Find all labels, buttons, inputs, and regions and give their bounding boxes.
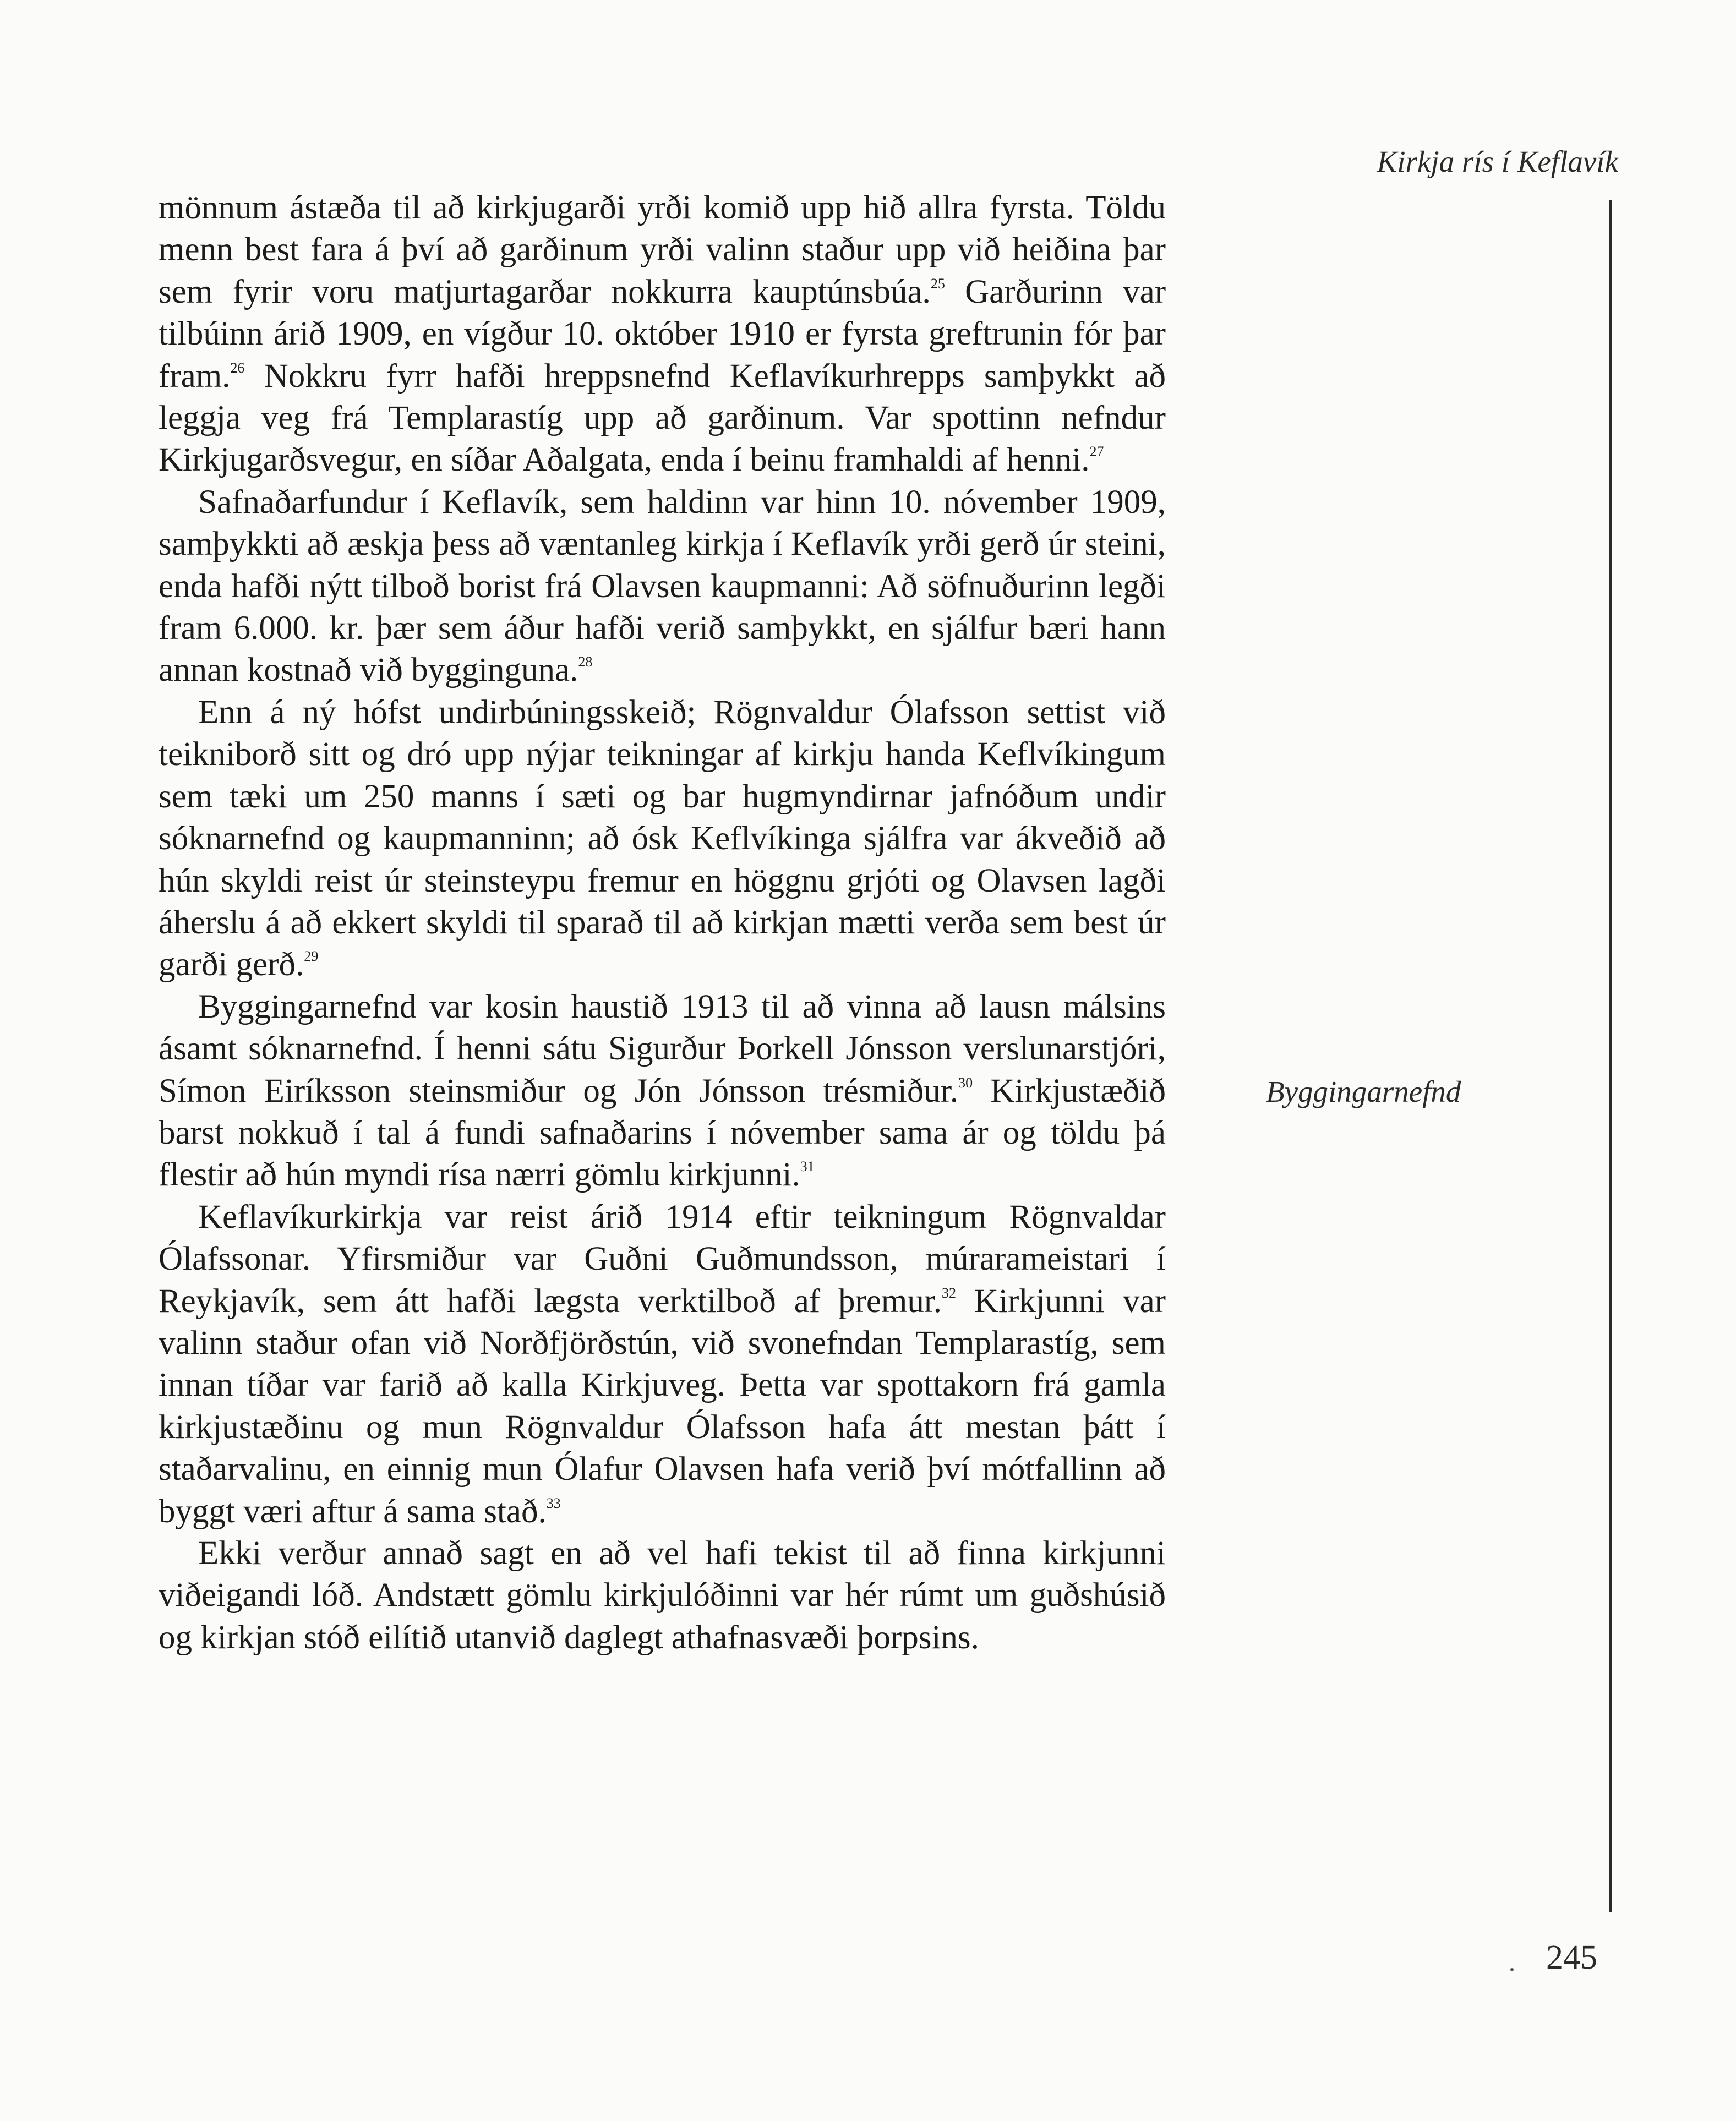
- footnote-marker: 29: [304, 948, 319, 965]
- paragraph-text: Enn á ný hófst undirbúningsskeið; Rögnvaldur Ólafsson settist við teikniborð sitt og dró upp nýjar teikningar af kirkju handa Keflvíkingum sem tæki um 250 manns í sæti og bar hugmyndirnar jafnóðum undir sóknarnefnd og kaupmanninn; að ósk Keflvíkinga sjálfra var ákveðið að hún skyldi reist úr steinsteypu fremur en höggnu grjóti og Olavsen lagði áherslu á að ekkert skyldi til sparað til að kirkjan mætti verða sem best úr garði gerð.: [159, 693, 1166, 983]
- paragraph-text: mönnum ástæða til að kirkjugarði yrði komið upp hið allra fyrsta. Töldu menn best fara á því að garðinum yrði valinn staður upp við heiðina þar sem fyrir voru matjurtagarðar nokkurra kauptúnsbúa.: [159, 189, 1166, 310]
- paragraph-text: Safnaðarfundur í Keflavík, sem haldinn var hinn 10. nóvember 1909, samþykkti að æskja þess að væntanleg kirkja í Keflavík yrði gerð úr steini, enda hafði nýtt tilboð borist frá Olavsen kaupmanni: Að söfnuðurinn legði fram 6.000. kr. þær sem áður hafði verið samþykkt, en sjálfur bæri hann annan kostnað við bygginguna.: [159, 483, 1166, 689]
- paragraph: [159, 187, 1166, 482]
- footnote-marker: 31: [800, 1158, 815, 1175]
- paragraph-text: Kirkjunni var valinn staður ofan við Norðfjörðstún, við svonefndan Templarastíg, sem innan tíðar var farið að kalla Kirkjuveg. Þetta var spottakorn frá gamla kirkjustæðinu og mun Rögnvaldur Ólafsson hafa átt mestan þátt í staðarvalinu, en einnig mun Ólafur Olavsen hafa verið því mótfallinn að byggt væri aftur á sama stað.: [159, 1282, 1166, 1530]
- footnote-marker: 33: [546, 1495, 561, 1511]
- footnote-marker: 28: [578, 654, 593, 670]
- paragraph-text: Kirkjustæðið barst nokkuð í tal á fundi safnaðarins í nóvember sama ár og töldu þá flestir að hún myndi rísa nærri gömlu kirkjunni.: [159, 1072, 1166, 1194]
- body-text: [159, 187, 1166, 1659]
- paragraph-text: Nokkru fyrr hafði hreppsnefnd Keflavíkurhrepps samþykkt að leggja veg frá Templarastíg upp að garðinum. Var spottinn nefndur Kirkjugarðsvegur, en síðar Aðalgata, enda í beinu framhaldi af henni.: [159, 357, 1166, 479]
- paragraph-text: Ekki verður annað sagt en að vel hafi tekist til að finna kirkjunni viðeigandi lóð. Andstætt gömlu kirkjulóðinni var hér rúmt um guðshúsið og kirkjan stóð eilítið utanvið daglegt athafnasvæði þorpsins.: [159, 1535, 1166, 1656]
- margin-note: Byggingarnefnd: [1266, 1075, 1461, 1108]
- paragraph: [159, 986, 1166, 1196]
- paragraph: [159, 1196, 1166, 1533]
- paragraph: [159, 692, 1166, 986]
- print-speck: [1510, 1968, 1514, 1971]
- paragraph: [159, 482, 1166, 692]
- footnote-marker: 32: [942, 1284, 957, 1301]
- running-head: Kirkja rís í Keflavík: [1377, 145, 1618, 178]
- footnote-marker: 30: [958, 1074, 973, 1091]
- paragraph-text: Garðurinn var tilbúinn árið 1909, en vígður 10. október 1910 er fyrsta greftrunin fór þar fram.: [159, 273, 1166, 395]
- footnote-marker: 25: [930, 275, 945, 292]
- footnote-marker: 27: [1089, 444, 1104, 460]
- paragraph-text: Byggingarnefnd var kosin haustið 1913 til að vinna að lausn málsins ásamt sóknarnefnd. Í henni sátu Sigurður Þorkell Jónsson verslunarstjóri, Símon Eiríksson steinsmiður og Jón Jónsson trésmiður.: [159, 988, 1166, 1109]
- footnote-marker: 26: [230, 359, 245, 376]
- page-number: 245: [1546, 1939, 1597, 1976]
- paragraph: [159, 1533, 1166, 1659]
- margin-rule: [1609, 200, 1612, 1912]
- paragraph-text: Keflavíkurkirkja var reist árið 1914 eftir teikningum Rögnvaldar Ólafssonar. Yfirsmiður var Guðni Guðmundsson, múrarameistari í Reykjavík, sem átt hafði lægsta verktilboð af þremur.: [159, 1198, 1166, 1320]
